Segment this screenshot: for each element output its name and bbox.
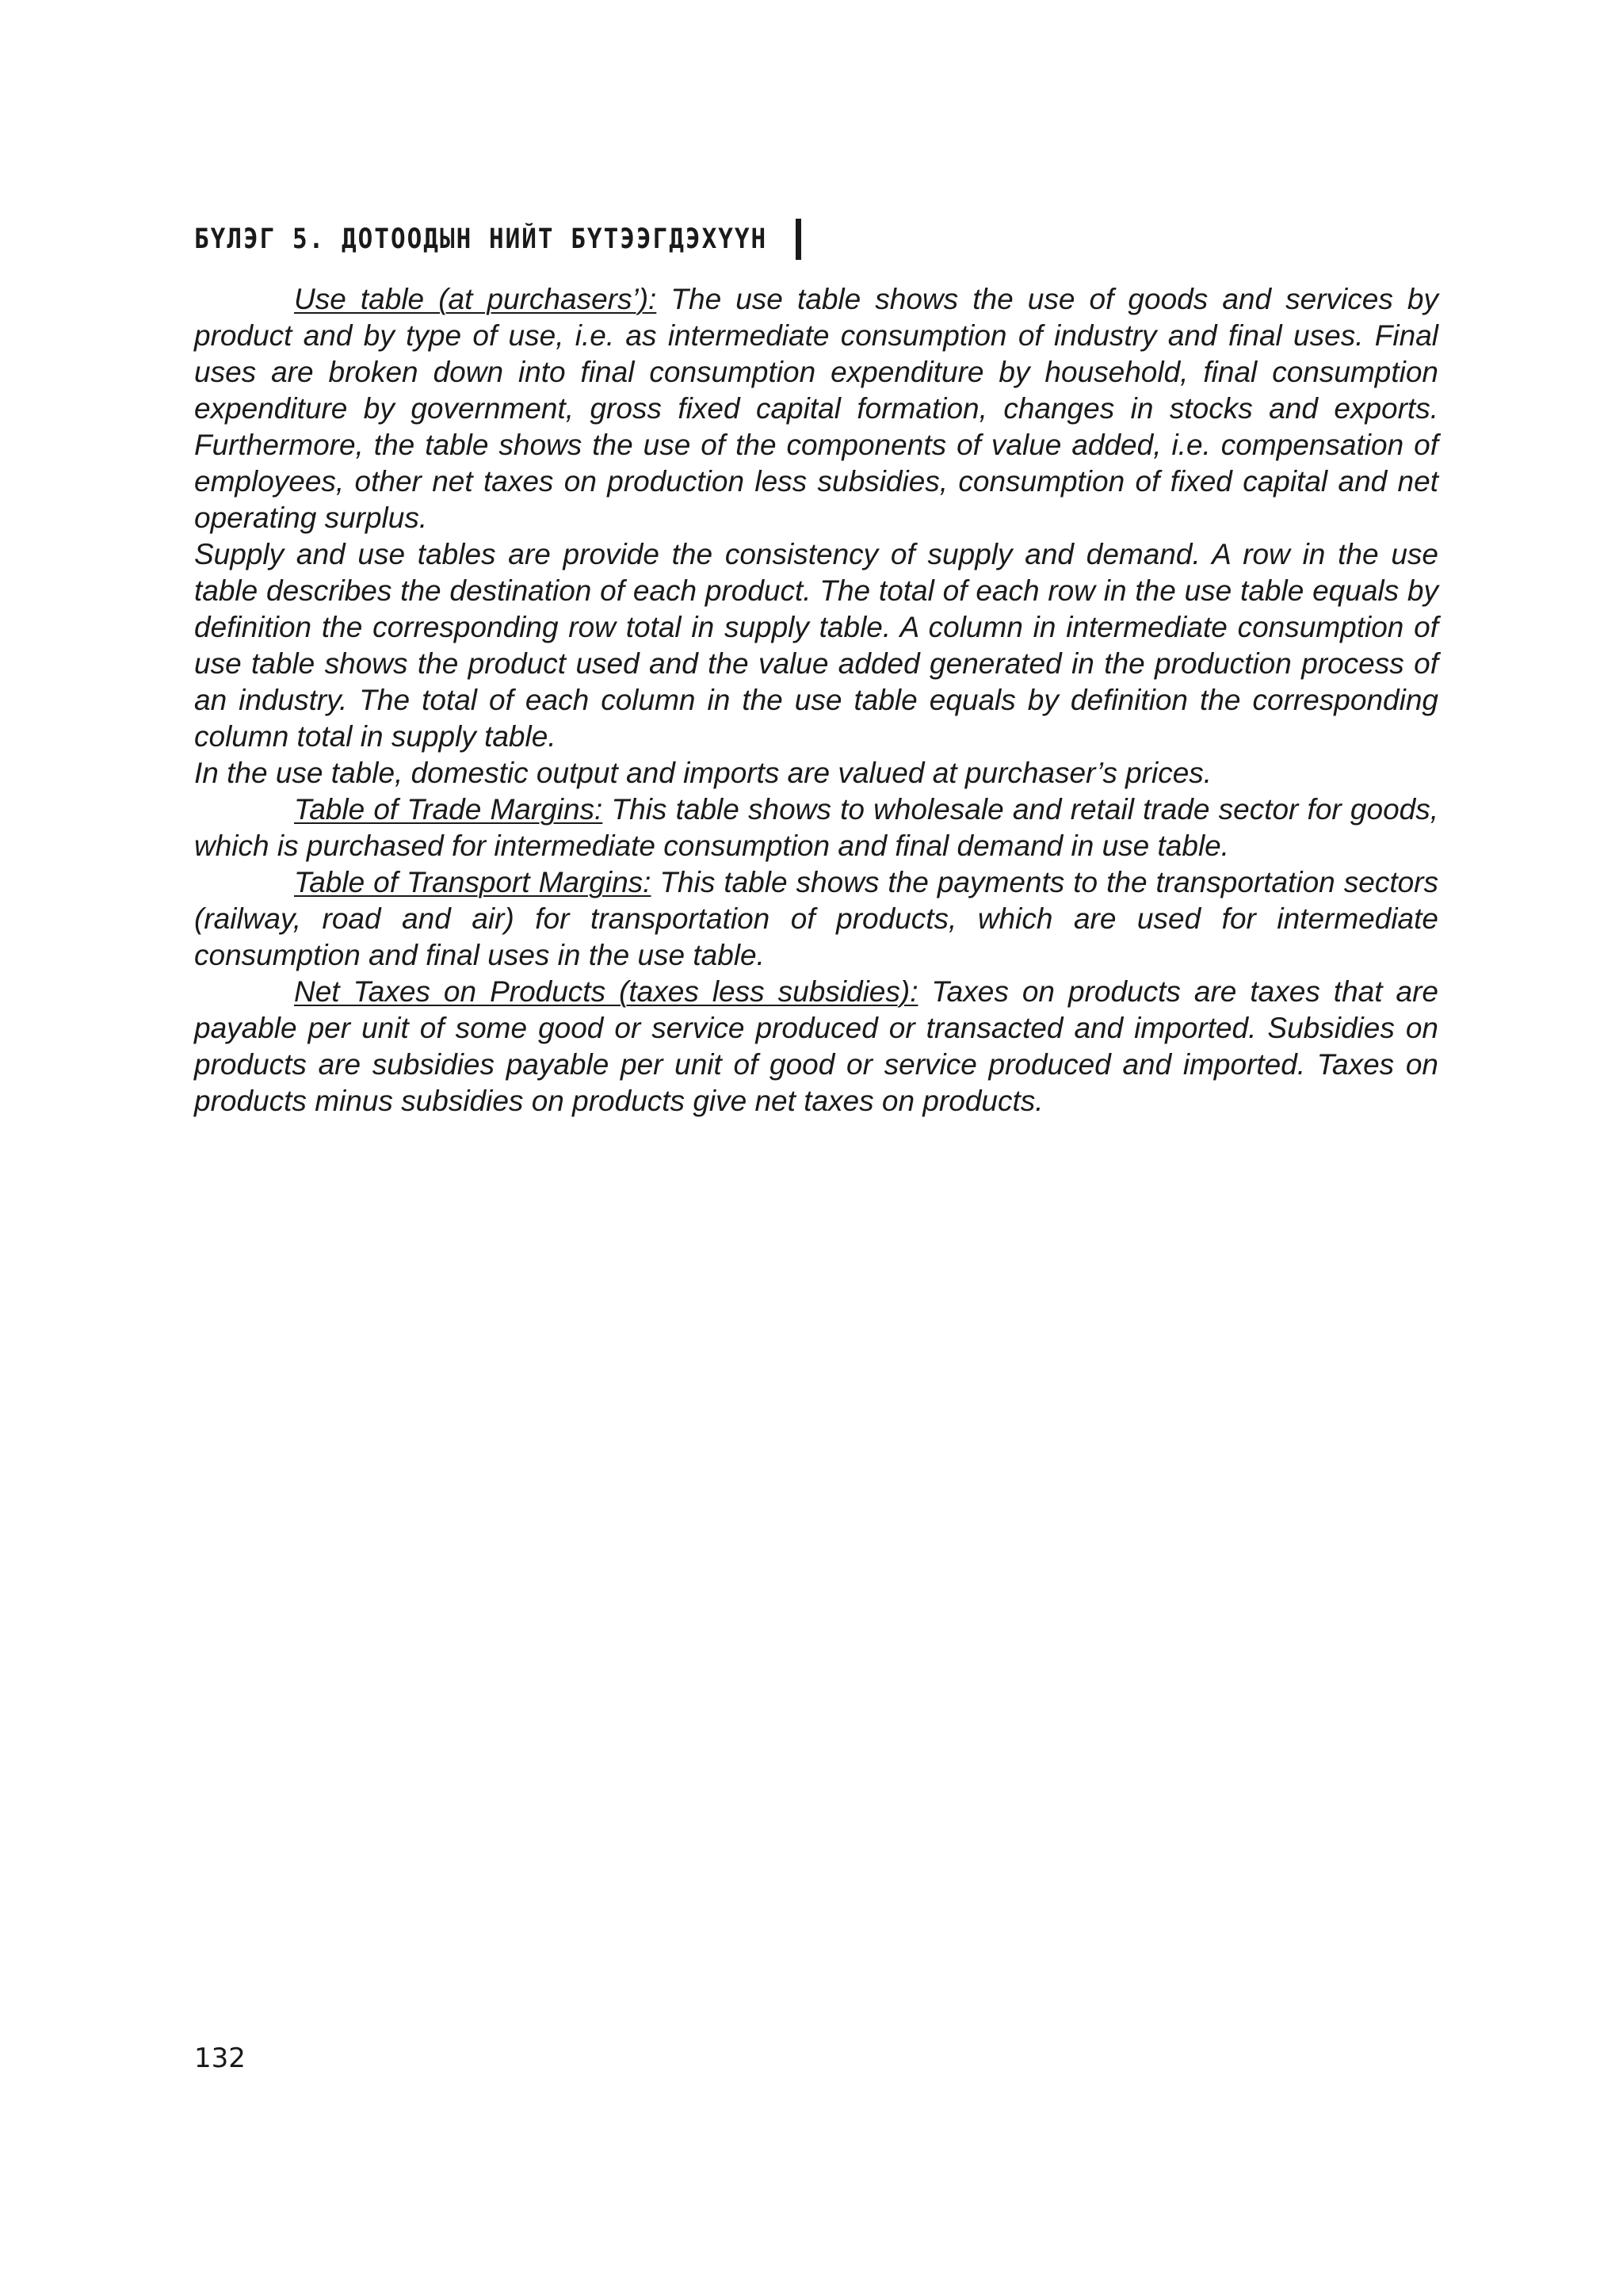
paragraph-valuation	[194, 755, 1438, 791]
chapter-header	[194, 215, 801, 263]
paragraph-text: The use table shows the use of goods and services by product and by type of use, i.e. as intermediate consumption of industry and final uses. Final uses are broken down into final consumption expenditure by household, final consumption expenditure by government, gross fixed capital formation, changes in stocks and exports. Furthermore, the table shows the use of the components of value added, i.e. compensation of employees, other net taxes on production less subsidies, consumption of fixed capital and net operating surplus.	[194, 283, 1438, 534]
term-transport-margins: Table of Transport Margins:	[294, 866, 651, 898]
term-net-taxes: Net Taxes on Products (taxes less subsidies):	[294, 975, 918, 1008]
paragraph-trade-margins	[194, 791, 1438, 864]
chapter-divider-bar	[796, 219, 801, 260]
paragraph-text: Taxes on products are taxes that are payable per unit of some good or service produced or transacted and imported. Subsidies on products are subsidies payable per unit of good or service produced and imported. Taxes on products minus subsidies on products give net taxes on products.	[194, 975, 1438, 1117]
body-text	[194, 281, 1438, 1119]
page-number: 132	[194, 2042, 246, 2074]
term-trade-margins: Table of Trade Margins:	[294, 793, 603, 826]
paragraph-use-table	[194, 281, 1438, 536]
paragraph-supply-use	[194, 536, 1438, 755]
paragraph-transport-margins	[194, 864, 1438, 974]
paragraph-text: This table shows the payments to the transportation sectors (railway, road and air) for transportation of products, which are used for intermediate consumption and final uses in the use table.	[194, 866, 1438, 971]
chapter-title: БҮЛЭГ 5. ДОТООДЫН НИЙТ БҮТЭЭГДЭХҮҮН	[194, 223, 768, 256]
paragraph-net-taxes	[194, 974, 1438, 1119]
paragraph-text: This table shows to wholesale and retail trade sector for goods, which is purchased for intermediate consumption and final demand in use table.	[194, 793, 1439, 862]
term-use-table: Use table (at purchasers’):	[294, 283, 657, 315]
paragraph-text: In the use table, domestic output and imports are valued at purchaser’s prices.	[194, 757, 1212, 789]
paragraph-text: Supply and use tables are provide the consistency of supply and demand. A row in the use table describes the destination of each product. The total of each row in the use table equals by definition the corresponding row total in supply table. A column in intermediate consumption of use table shows the product used and the value added generated in the production process of an industry. The total of each column in the use table equals by definition the corresponding column total in supply table.	[194, 538, 1438, 753]
